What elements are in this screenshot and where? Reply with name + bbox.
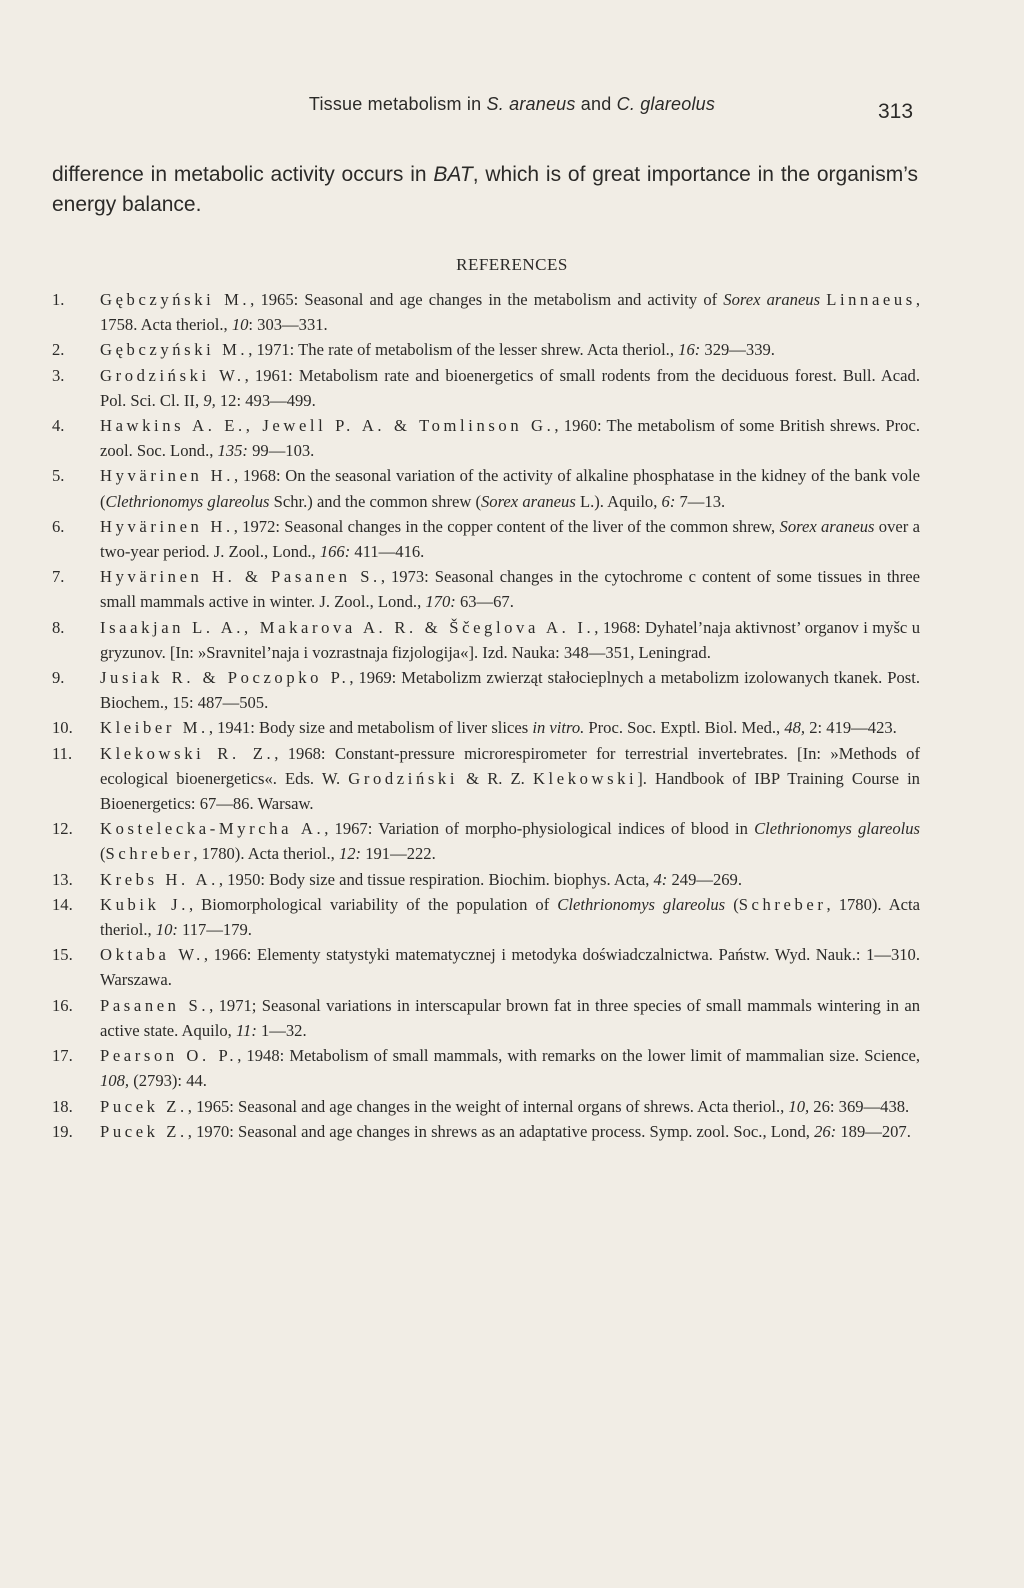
reference-volume: 16: [678,340,701,360]
reference-italic: Clethrionomys glareolus [557,894,726,914]
reference-text: 189—207. [836,1121,911,1141]
reference-text: , 1965: Seasonal and age changes in the weight of internal organs of shrews. Acta theriol., [187,1096,789,1116]
reference-authors: Pucek Z. [100,1096,188,1116]
reference-text: , 1968: Constant-pressure microrespirometer for terrestrial invertebrates. [In: »Methods of ecological bioenergetics«. Eds. W. [100,743,921,788]
reference-item [52,942,920,992]
reference-item [52,741,920,817]
reference-item [52,892,920,942]
reference-item [52,867,920,892]
reference-text: 329—339. [700,340,775,360]
reference-text: 12: 493—499. [215,390,316,410]
reference-authors: Hyvärinen H. & Pasanen S. [100,567,381,587]
reference-item [52,1094,920,1119]
reference-italic: Sorex araneus [779,516,875,536]
reference-volume: 10: [155,920,178,940]
reference-italic: in vitro. [532,718,585,738]
reference-number: 9. [52,668,65,688]
reference-italic: Clethrionomys glareolus [105,491,270,511]
reference-text: L.). Aquilo, [575,491,662,511]
running-head-species-a: S. araneus [486,94,576,114]
reference-number: 1. [52,290,65,309]
reference-number: 6. [52,516,65,536]
intro-paragraph [52,160,918,220]
running-head-species-b: C. glareolus [616,94,716,114]
reference-text: , 1941: Body size and metabolism of liver slices [208,718,533,738]
reference-authority: Schreber [105,844,194,864]
reference-number: 16. [52,995,73,1015]
reference-number: 13. [52,869,73,889]
running-head-and: and [575,94,617,114]
reference-authors: Isaakjan L. A., Makarova A. R. & Ščeglova A. I. [100,617,595,637]
reference-volume: 6: [661,491,676,511]
reference-text: , 1968: On the seasonal variation of the activity of alkaline phosphatase in the kidney of the bank vole ( [100,466,920,511]
reference-volume: 48, [784,718,806,738]
reference-text: ( [100,844,106,864]
reference-text: , 1780). Acta theriol., [100,894,921,940]
reference-text: , 1780). Acta theriol., [193,844,339,864]
reference-text: 99—103. [247,441,315,461]
reference-item [52,413,920,463]
reference-italic: Clethrionomys glareolus [754,819,921,839]
reference-text: , 1950: Body size and tissue respiration. Biochim. biophys. Acta, [218,869,654,889]
reference-volume: 9, [203,390,216,410]
reference-authors: Jusiak R. & Poczopko P. [100,668,350,688]
reference-volume: 170: [425,592,456,612]
reference-text: 1—32. [256,1020,307,1040]
reference-text: , 1961: Metabolism rate and bioenergetics of small rodents from the deciduous forest. Bull. Acad. Pol. Sci. Cl. II, [100,365,920,410]
reference-volume: 4: [653,869,668,889]
reference-authors: Gębczyński M. [100,290,251,309]
reference-text: , 1971: The rate of metabolism of the lesser shrew. Acta theriol., [248,340,679,360]
reference-authors: Gębczyński M. [100,340,249,360]
reference-authors: Kostelecka-Myrcha A. [100,819,325,839]
reference-text: 2: 419—423. [805,718,897,738]
running-head [0,94,1024,115]
reference-authors: Krebs H. A. [100,869,219,889]
reference-item [52,337,920,362]
reference-text: , 1973: Seasonal changes in the cytochrome c content of some tissues in three small mammals active in winter. J. Zool., Lond., [100,567,920,612]
reference-item [52,1043,920,1093]
reference-text: & R. Z. [458,768,533,788]
reference-volume: 166: [319,542,351,562]
reference-item [52,463,920,513]
reference-number: 3. [52,365,65,385]
reference-text: , 1966: Elementy statystyki matematycznej i metodyka doświadczalnictwa. Państw. Wyd. Nauk.: 1—310. Warszawa. [100,945,920,990]
reference-text: , Biomorphological variability of the population of [188,894,558,914]
reference-item [52,816,920,866]
reference-number: 5. [52,466,65,486]
reference-number: 11. [52,743,73,763]
references-heading: REFERENCES [456,255,568,274]
reference-authors: Pearson O. P. [100,1046,238,1066]
reference-text: over a two-year period. J. Zool., Lond., [100,516,920,562]
reference-volume: 108, [100,1071,130,1091]
reference-text: , 1972: Seasonal changes in the copper content of the liver of the common shrew, [233,516,780,536]
reference-item [52,514,920,564]
intro-text-1: difference in metabolic activity occurs in [52,163,434,186]
reference-item [52,615,920,665]
reference-text: ]. Handbook of IBP Training Course in Bioenergetics: 67—86. Warsaw. [100,768,920,814]
reference-text: , 1969: Metabolizm zwierząt stałocieplnych a metabolizm izolowanych tkanek. Post. Biochem., 15: 487—505. [100,668,920,713]
reference-number: 8. [52,617,65,637]
reference-number: 2. [52,340,65,360]
reference-number: 4. [52,416,65,436]
reference-authors: Pasanen S. [100,995,210,1015]
reference-text: , 1970: Seasonal and age changes in shrews as an adaptative process. Symp. zool. Soc., Lond, [187,1121,815,1141]
reference-editor: Klekowski [532,768,638,788]
reference-text: 63—67. [455,592,514,612]
reference-authority: Schreber [738,894,827,914]
reference-text: Schr.) and the common shrew ( [269,491,481,511]
reference-editor: Grodziński [348,768,459,788]
reference-text: 191—222. [361,844,436,864]
reference-text: , 1965: Seasonal and age changes in the metabolism and activity of [250,290,724,309]
reference-authors: Grodziński W. [100,365,245,385]
reference-number: 14. [52,894,73,914]
reference-authors: Pucek Z. [100,1121,188,1141]
reference-text: ( [725,894,739,914]
reference-authors: Kubik J. [100,894,189,914]
reference-authors: Hyvärinen H. [100,466,235,486]
reference-text: 411—416. [350,542,425,562]
reference-text: , 1967: Variation of morpho-physiological indices of blood in [324,819,755,839]
reference-italic: Sorex araneus [481,491,576,511]
reference-item [52,665,920,715]
reference-number: 12. [52,819,73,839]
reference-text: , 1948: Metabolism of small mammals, with remarks on the lower limit of mammalian size. Science, [237,1046,920,1066]
reference-number: 18. [52,1096,73,1116]
reference-number: 15. [52,945,73,965]
running-head-text: Tissue metabolism in [308,94,487,114]
references-list [52,287,920,1144]
intro-text-2: , which is of great importance in the organism’s energy balance. [52,163,918,216]
reference-item [52,564,920,614]
reference-authors: Hyvärinen H. [100,516,234,536]
intro-term: BAT [433,163,473,186]
reference-text: (2793): 44. [129,1071,207,1091]
reference-item [52,363,920,413]
reference-number: 7. [52,567,65,587]
reference-authority: Linnaeus [826,290,916,309]
reference-text: 7—13. [675,491,726,511]
reference-text: 26: 369—438. [809,1096,910,1116]
reference-item [52,287,920,337]
reference-volume: 135: [217,441,248,461]
reference-text: Proc. Soc. Exptl. Biol. Med., [584,718,785,738]
reference-item [52,993,920,1043]
reference-authors: Oktaba W. [100,945,204,965]
reference-authors: Hawkins A. E., Jewell P. A. & Tomlinson G. [100,416,555,436]
reference-text: 117—179. [177,920,252,940]
reference-text: , 1758. Acta theriol., [100,290,920,335]
reference-italic: Sorex araneus [723,290,821,309]
reference-authors: Kleiber M. [100,718,209,738]
reference-volume: 11: [235,1020,257,1040]
reference-text: , 1968: Dyhatel’naja aktivnost’ organov i myšc u gryzunov. [In: »Sravnitel’naja i vozrastnaja fizjologija«]. Izd. Nauka: 348—351, Leningrad. [100,617,920,662]
reference-number: 17. [52,1046,73,1066]
reference-volume: 26: [814,1121,837,1141]
reference-number: 10. [52,718,73,738]
reference-item [52,1119,920,1144]
reference-volume: 10, [788,1096,810,1116]
reference-volume: 10 [231,315,249,335]
reference-text: : 303—331. [248,315,328,335]
reference-authors: Klekowski R. Z. [100,743,275,763]
reference-number: 19. [52,1121,73,1141]
reference-item [52,715,920,740]
reference-text: 249—269. [667,869,742,889]
reference-volume: 12: [338,844,362,864]
reference-text: , 1971; Seasonal variations in interscapular brown fat in three species of small mammals wintering in an active state. Aquilo, [100,995,921,1040]
reference-text: , 1960: The metabolism of some British shrews. Proc. zool. Soc. Lond., [100,416,920,461]
page-number: 313 [878,100,914,123]
